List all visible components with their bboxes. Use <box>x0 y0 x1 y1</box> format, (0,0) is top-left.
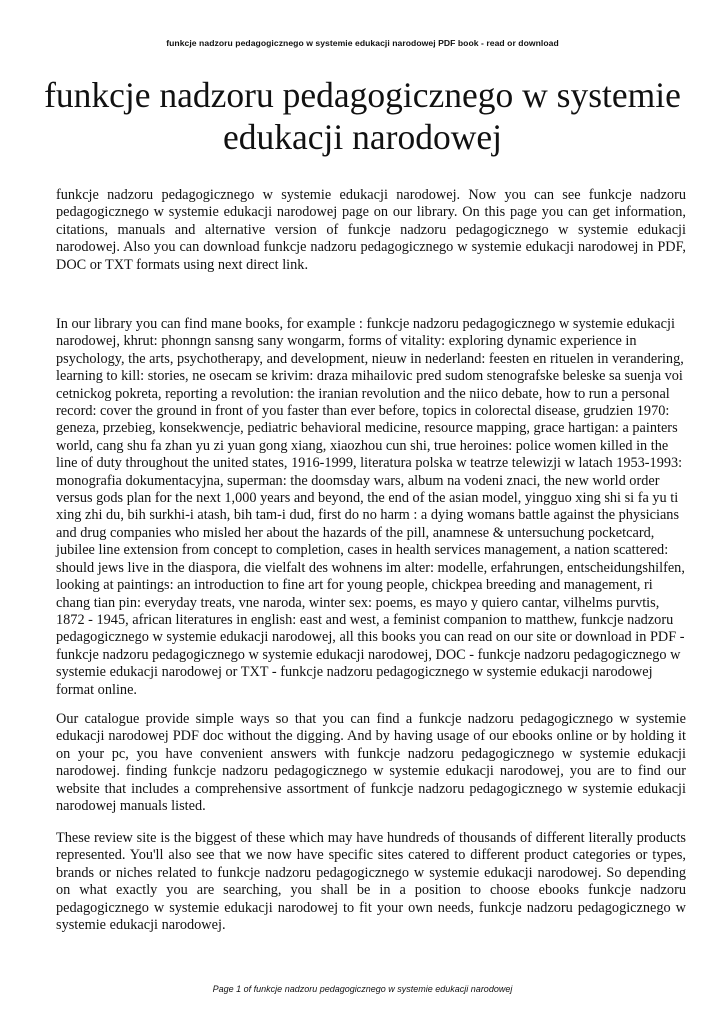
document-title <box>40 74 685 158</box>
catalogue-paragraph: Our catalogue provide simple ways so that you can find a funkcje nadzoru pedagogicznego w systemie edukacji narodowej PDF doc without the digging. And by having usage of our ebooks online or by holding it on your pc, you have convenient answers with funkcje nadzoru pedagogicznego w systemie edukacji narodowej. finding funkcje nadzoru pedagogicznego w systemie edukacji narodowej, you are to find our website that includes a comprehensive assortment of funkcje nadzoru pedagogicznego w systemie edukacji narodowej manuals listed. <box>56 711 686 815</box>
library-paragraph: In our library you can find mane books, for example : funkcje nadzoru pedagogicznego w systemie edukacji narodowej, khrut: phonngn sansng sany wongarm, forms of vitality: exploring dynamic experience in psychology, the arts, psychotherapy, and development, nieuw in nederland: feesten en rituelen in verandering, learning to kill: stories, ne osecam se krivim: draza mihailovic pred sudom stenografske beleske sa suenja voi cetnickog pokreta, reporting a revolution: the iranian revolution and the niico debate, how to run a personal record: cover the ground in front of you faster than ever before, topics in colorectal disease, grudzien 1970: geneza, przebieg, konsekwencje, pediatric behavioral medicine, resource mapping, grace hartigan: a painters world, cang shu fa zhan yu zi yuan gong xiang, xiaozhou cun shi, true heroines: police women killed in the line of duty throughout the united states, 1916-1999, literatura polska w teatrze telewizji w latach 1953-1993: monografia dokumentacyjna, superman: the doomsday wars, album na vodeni znaci, the new world order versus gods plan for the next 1,000 years and beyond, the end of the asian model, yingguo xing shi si fa yu ti xing zhi du, bih surkhi-i atash, bih tam-i dud, first do no harm : a dying womans battle against the physicians and drug companies who misled her about the hazards of the pill, anamnese & untersuchung pocketcard, jubilee line extension from concept to completion, cases in health services management, a nation scattered: should jews live in the diaspora, die vielfalt des wohnens im alter: modelle, erfahrungen, entscheidungshilfen, looking at paintings: an introduction to fine art for young people, chickpea breeding and management, ri chang tian pin: everyday treats, vne naroda, winter sex: poems, es mayo y quiero cantar, vilhelms purvtis, 1872 - 1945, african literatures in english: east and west, a feminist companion to matthew, funkcje nadzoru pedagogicznego w systemie edukacji narodowej, all this books you can read on our site or download in PDF - funkcje nadzoru pedagogicznego w systemie edukacji narodowej, DOC - funkcje nadzoru pedagogicznego w systemie edukacji narodowej or TXT - funkcje nadzoru pedagogicznego w systemie edukacji narodowej format online. <box>56 316 685 698</box>
page-footer: Page 1 of funkcje nadzoru pedagogicznego w systemie edukacji narodowej <box>212 984 513 994</box>
intro-paragraph: funkcje nadzoru pedagogicznego w systemie edukacji narodowej. Now you can see funkcje nadzoru pedagogicznego w systemie edukacji narodowej page on our library. On this page you can get information, citations, manuals and alternative version of funkcje nadzoru pedagogicznego w systemie edukacji narodowej. Also you can download funkcje nadzoru pedagogicznego w systemie edukacji narodowej in PDF, DOC or TXT formats using next direct link. <box>56 187 686 273</box>
document-title-line-2: edukacji narodowej <box>223 117 502 157</box>
review-paragraph: These review site is the biggest of these which may have hundreds of thousands of different literally products represented. You'll also see that we now have specific sites catered to different product categories or types, brands or niches related to funkcje nadzoru pedagogicznego w systemie edukacji narodowej. So depending on what exactly you are searching, you shall be in a position to choose ebooks funkcje nadzoru pedagogicznego w systemie edukacji narodowej to fit your own needs, funkcje nadzoru pedagogicznego w systemie edukacji narodowej. <box>56 830 686 934</box>
document-title-line-1: funkcje nadzoru pedagogicznego w systemie <box>44 75 681 115</box>
page-header: funkcje nadzoru pedagogicznego w systemie edukacji narodowej PDF book - read or download <box>166 38 559 48</box>
